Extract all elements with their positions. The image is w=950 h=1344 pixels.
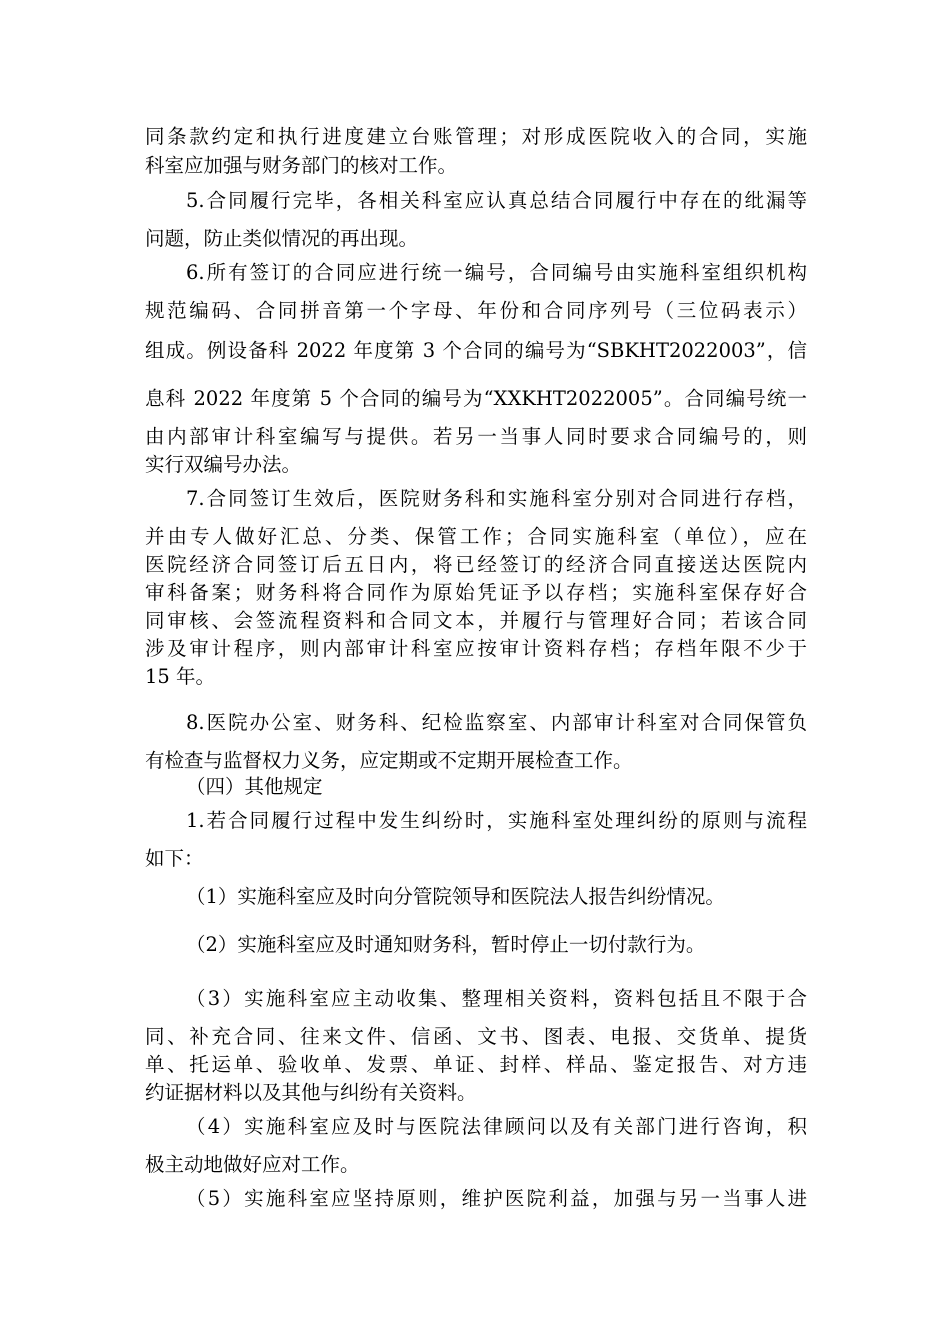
- text-line: 5.合同履行完毕，各相关科室应认真总结合同履行中存在的纰漏等: [186, 189, 807, 212]
- text-line: 息科 2022 年度第 5 个合同的编号为“XXKHT2022005”。合同编号统一: [145, 387, 807, 410]
- text-line: 实行双编号办法。: [145, 453, 302, 476]
- text-line: （5）实施科室应坚持原则，维护医院利益，加强与另一当事人进: [186, 1187, 807, 1210]
- text-line: 由内部审计科室编写与提供。若另一当事人同时要求合同编号的，则: [145, 425, 807, 448]
- text-line: 单、托运单、验收单、发票、单证、封样、样品、鉴定报告、对方违: [145, 1053, 807, 1076]
- text-line: 涉及审计程序，则内部审计科室应按审计资料存档；存档年限不少于: [145, 637, 807, 660]
- text-line: 同条款约定和执行进度建立台账管理；对形成医院收入的合同，实施: [145, 125, 807, 148]
- text-line: 15 年。: [145, 665, 216, 688]
- text-line: 问题，防止类似情况的再出现。: [145, 227, 419, 250]
- text-line: 审科备案；财务科将合同作为原始凭证予以存档；实施科室保存好合: [145, 581, 807, 604]
- text-line: （3）实施科室应主动收集、整理相关资料，资料包括且不限于合: [186, 987, 807, 1010]
- text-line: 规范编码、合同拼音第一个字母、年份和合同序列号（三位码表示）: [145, 299, 807, 322]
- text-line: 同审核、会签流程资料和合同文本，并履行与管理好合同；若该合同: [145, 609, 807, 632]
- section-heading: （四）其他规定: [186, 775, 323, 798]
- text-line: 极主动地做好应对工作。: [145, 1153, 360, 1176]
- text-line: （1）实施科室应及时向分管院领导和医院法人报告纠纷情况。: [186, 885, 725, 908]
- text-line: （4）实施科室应及时与医院法律顾问以及有关部门进行咨询，积: [186, 1115, 807, 1138]
- text-line: 并由专人做好汇总、分类、保管工作；合同实施科室（单位），应在: [145, 525, 807, 548]
- text-line: 8.医院办公室、财务科、纪检监察室、内部审计科室对合同保管负: [186, 711, 807, 734]
- text-line: 6.所有签订的合同应进行统一编号，合同编号由实施科室组织机构: [186, 261, 807, 284]
- text-line: （2）实施科室应及时通知财务科，暂时停止一切付款行为。: [186, 933, 706, 956]
- text-line: 1.若合同履行过程中发生纠纷时，实施科室处理纠纷的原则与流程: [186, 809, 807, 832]
- text-line: 同、补充合同、往来文件、信函、文书、图表、电报、交货单、提货: [145, 1025, 807, 1048]
- text-line: 7.合同签订生效后，医院财务科和实施科室分别对合同进行存档，: [186, 487, 807, 510]
- text-line: 组成。例设备科 2022 年度第 3 个合同的编号为“SBKHT2022003”，信: [145, 339, 807, 362]
- text-line: 医院经济合同签订后五日内，将已经签订的经济合同直接送达医院内: [145, 553, 807, 576]
- text-line: 如下：: [145, 847, 204, 870]
- text-line: 有检查与监督权力义务，应定期或不定期开展检查工作。: [145, 749, 633, 772]
- text-line: 科室应加强与财务部门的核对工作。: [145, 154, 458, 177]
- text-line: 约证据材料以及其他与纠纷有关资料。: [145, 1081, 477, 1104]
